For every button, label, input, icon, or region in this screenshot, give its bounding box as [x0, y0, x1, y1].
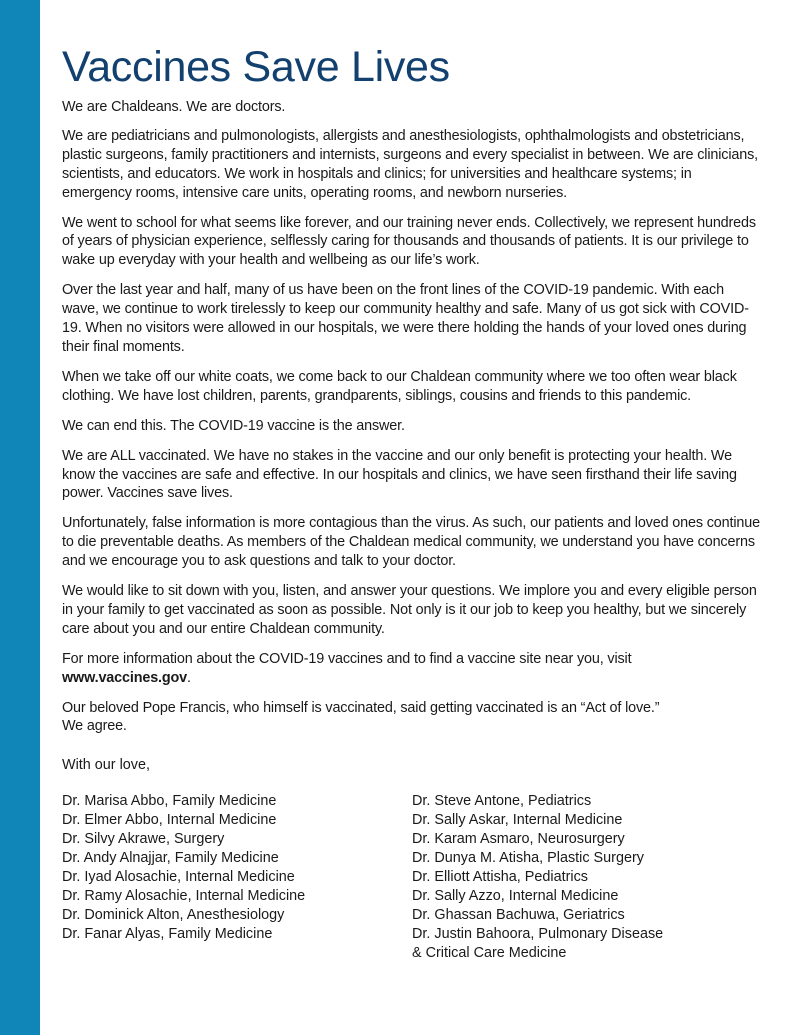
- paragraph-all-vaccinated: We are ALL vaccinated. We have no stakes in the vaccine and our only benefit is protecting your health. We know the vaccines are safe and effective. In our hospitals and clinics, we have seen firsthand their life saving power. Vaccines save lives.: [62, 447, 737, 502]
- signatory: Dr. Elliott Attisha, Pediatrics: [412, 868, 588, 885]
- signatory: Dr. Fanar Alyas, Family Medicine: [62, 925, 273, 942]
- document-body: [62, 40, 762, 962]
- signatory: Dr. Dunya M. Atisha, Plastic Surgery: [412, 850, 644, 866]
- signatory-continuation: & Critical Care Medicine: [412, 944, 567, 961]
- signatory: Dr. Iyad Alosachie, Internal Medicine: [62, 868, 295, 885]
- paragraph-intro: We are Chaldeans. We are doctors.: [62, 99, 286, 115]
- more-info-suffix: .: [187, 669, 191, 686]
- pope-quote-line: Our beloved Pope Francis, who himself is vaccinated, said getting vaccinated is an “Act of love.”: [62, 699, 660, 716]
- signatory: Dr. Elmer Abbo, Internal Medicine: [62, 812, 277, 829]
- signatory: Dr. Steve Antone, Pediatrics: [412, 793, 592, 810]
- paragraph-more-info: [62, 650, 762, 688]
- paragraph-training: We went to school for what seems like forever, and our training never ends. Collectively, we represent hundreds of years of physician experience, selflessly caring for thousands and thousands of patients. It is our privilege to wake up everyday with your health and wellbeing as our life’s work.: [62, 214, 756, 269]
- signatories-left-column: [62, 792, 412, 962]
- paragraph-pope-quote: [62, 699, 762, 737]
- signatory: Dr. Ramy Alosachie, Internal Medicine: [62, 887, 306, 904]
- paragraph-false-information: Unfortunately, false information is more contagious than the virus. As such, our patients and loved ones continue to die preventable deaths. As members of the Chaldean medical community, we understand you have concerns and we encourage you to ask questions and talk to your doctor.: [62, 515, 760, 570]
- signatories-right-column: [412, 792, 762, 962]
- paragraph-community-loss: When we take off our white coats, we come back to our Chaldean community where we too often wear black clothing. We have lost children, parents, grandparents, siblings, cousins and friends to this pandemic.: [62, 368, 737, 404]
- paragraph-specialties: We are pediatricians and pulmonologists, allergists and anesthesiologists, ophthalmologists and obstetricians, plastic surgeons, family practitioners and internists, surgeons and every specialist in between. We are clinicians, scientists, and educators. We work in hospitals and clinics; for universities and healthcare systems; in emergency rooms, intensive care units, operating rooms, and newborn nurseries.: [62, 127, 758, 201]
- signatory: Dr. Ghassan Bachuwa, Geriatrics: [412, 906, 625, 923]
- paragraph-front-lines: Over the last year and half, many of us have been on the front lines of the COVID-19 pandemic. With each wave, we continue to work tirelessly to keep our community healthy and safe. Many of us got sick with COVID-19. When no visitors were allowed in our hospitals, we were there holding the hands of your loved ones during their final moments.: [62, 282, 749, 355]
- accent-sidebar-stripe: [0, 0, 40, 1035]
- we-agree-line: We agree.: [62, 718, 127, 735]
- page-title: Vaccines Save Lives: [62, 43, 450, 91]
- more-info-text: For more information about the COVID-19 vaccines and to find a vaccine site near you, visit: [62, 650, 632, 667]
- signatories-list: [62, 792, 762, 962]
- vaccines-gov-link[interactable]: www.vaccines.gov: [62, 669, 188, 686]
- paragraph-end-this: We can end this. The COVID-19 vaccine is the answer.: [62, 417, 405, 434]
- signatory: Dr. Justin Bahoora, Pulmonary Disease: [412, 925, 664, 942]
- signatory: Dr. Silvy Akrawe, Surgery: [62, 831, 225, 848]
- sign-off: With our love,: [62, 757, 150, 774]
- signatory: Dr. Andy Alnajjar, Family Medicine: [62, 850, 279, 866]
- signatory: Dr. Sally Azzo, Internal Medicine: [412, 887, 619, 904]
- signatory: Dr. Marisa Abbo, Family Medicine: [62, 793, 277, 810]
- signatory: Dr. Sally Askar, Internal Medicine: [412, 812, 623, 829]
- paragraph-sit-down: We would like to sit down with you, listen, and answer your questions. We implore you and every eligible person in your family to get vaccinated as soon as possible. Not only is it our job to keep you healthy, but we sincerely care about you and our entire Chaldean community.: [62, 583, 757, 637]
- signatory: Dr. Dominick Alton, Anesthesiology: [62, 906, 285, 923]
- signatory: Dr. Karam Asmaro, Neurosurgery: [412, 831, 625, 848]
